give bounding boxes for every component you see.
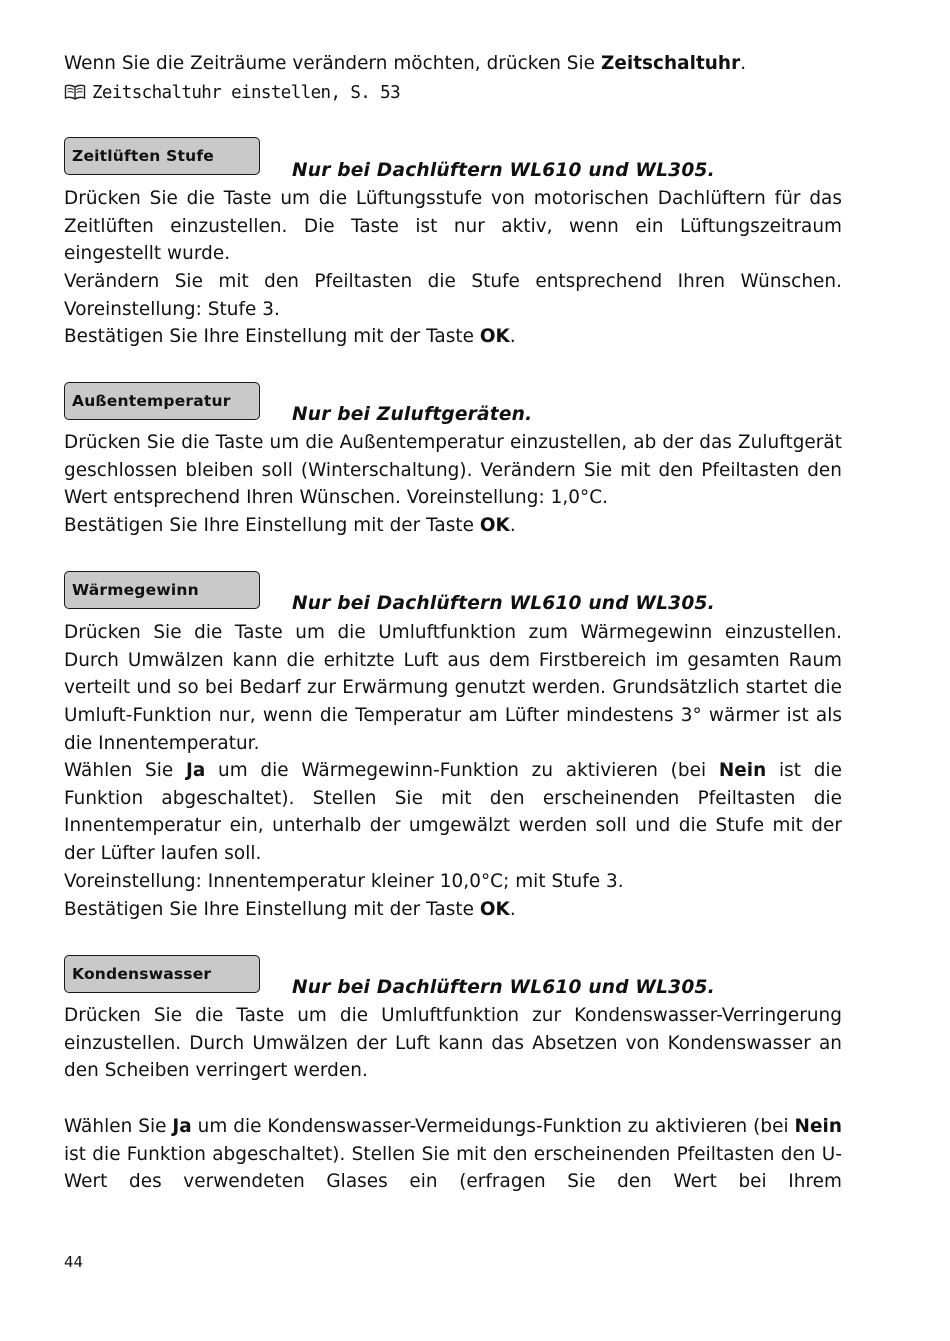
zeitschaltuhr-keyword: Zeitschaltuhr	[600, 53, 741, 74]
nein-keyword: Nein	[794, 1116, 842, 1137]
book-icon	[64, 83, 92, 103]
kondenswasser-button: Kondenswasser	[64, 955, 260, 993]
ok-key: OK	[479, 515, 510, 536]
kondenswasser-description: Drücken Sie die Taste um die Umluftfunktion zur Kondenswasser-Verringerung einzustellen. Durch Umwälzen der Luft kann das Absetzen von Kondenswasser an den Scheiben verringert werden.	[64, 1005, 842, 1082]
ok-key: OK	[479, 326, 510, 347]
aussentemperatur-confirm: Bestätigen Sie Ihre Einstellung mit der Taste OK.	[64, 515, 516, 536]
aussentemperatur-note: Nur bei Zuluftgeräten.	[292, 404, 533, 425]
zeitlueften-stufe-button: Zeitlüften Stufe	[64, 137, 260, 175]
aussentemperatur-button: Außentemperatur	[64, 382, 260, 420]
waermegewinn-confirm: Bestätigen Sie Ihre Einstellung mit der Taste OK.	[64, 899, 516, 920]
zeitlueften-adjust: Verändern Sie mit den Pfeiltasten die Stufe entsprechend Ihren Wünschen. Voreinstellung: Stufe 3.	[64, 271, 842, 320]
waermegewinn-note: Nur bei Dachlüftern WL610 und WL305.	[292, 593, 715, 614]
zeitlueften-confirm: Bestätigen Sie Ihre Einstellung mit der Taste OK.	[64, 326, 516, 347]
waermegewinn-activation: Wählen Sie Ja um die Wärmegewinn-Funktion zu aktivieren (bei Nein ist die Funktion abgeschaltet). Stellen Sie mit den erscheinenden Pfeiltasten die Innentemperatur ein, unterhalb der umgewälzt werden soll und die Stufe mit der der Lüfter laufen soll.	[64, 760, 842, 865]
cross-reference	[64, 79, 400, 107]
zeitlueften-description: Drücken Sie die Taste um die Lüftungsstufe von motorischen Dachlüftern für das Zeitlüften einzustellen. Die Taste ist nur aktiv, wenn ein Lüftungszeitraum eingestellt wurde.	[64, 188, 842, 265]
kondenswasser-activation: Wählen Sie Ja um die Kondenswasser-Vermeidungs-Funktion zu aktivieren (bei Nein ist die Funktion abgeschaltet). Stellen Sie mit den erscheinenden Pfeiltasten den U-Wert des verwendeten Glases ein (erfragen Sie den Wert bei Ihrem	[64, 1116, 842, 1193]
reference-text: Zeitschaltuhr einstellen, S. 53	[92, 83, 401, 103]
nein-keyword: Nein	[718, 760, 767, 781]
aussentemperatur-description: Drücken Sie die Taste um die Außentemperatur einzustellen, ab der das Zuluftgerät geschlossen bleiben soll (Winterschaltung). Verändern Sie mit den Pfeiltasten den Wert entsprechend Ihren Wünschen. Voreinstellung: 1,0°C.	[64, 432, 842, 509]
intro-paragraph: Wenn Sie die Zeiträume verändern möchten, drücken Sie Zeitschaltuhr.	[64, 53, 747, 74]
ja-keyword: Ja	[172, 1116, 192, 1137]
waermegewinn-default: Voreinstellung: Innentemperatur kleiner 10,0°C; mit Stufe 3.	[64, 871, 624, 892]
page-number: 44	[64, 1253, 84, 1271]
kondenswasser-note: Nur bei Dachlüftern WL610 und WL305.	[292, 977, 715, 998]
waermegewinn-button: Wärmegewinn	[64, 571, 260, 609]
zeitlueften-note: Nur bei Dachlüftern WL610 und WL305.	[292, 160, 715, 181]
ok-key: OK	[479, 899, 510, 920]
ja-keyword: Ja	[185, 760, 206, 781]
waermegewinn-description: Drücken Sie die Taste um die Umluftfunktion zum Wärmegewinn einzustellen. Durch Umwälzen kann die erhitzte Luft aus dem Firstbereich im gesamten Raum verteilt und so bei Bedarf zur Erwärmung genutzt werden. Grundsätzlich startet die Umluft-Funktion nur, wenn die Temperatur am Lüfter mindestens 3° wärmer ist als die Innentemperatur.	[64, 622, 842, 754]
